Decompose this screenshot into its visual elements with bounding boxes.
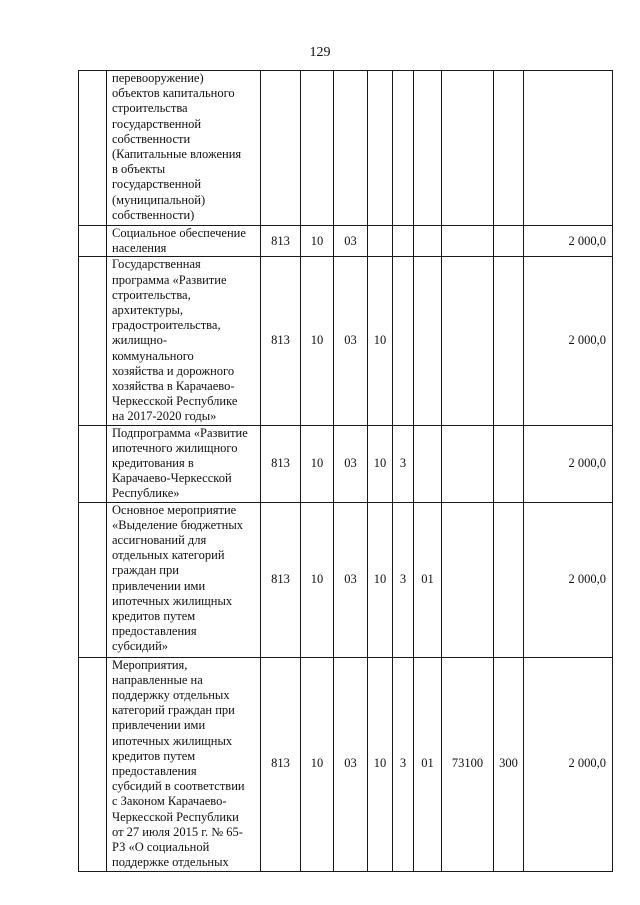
program-code-cell <box>368 226 393 257</box>
item-name-line: программа «Развитие <box>112 272 227 287</box>
subsection-code-cell: 03 <box>334 257 368 425</box>
section-code-cell <box>301 71 334 226</box>
subprogram-code-cell <box>393 257 414 425</box>
event-code-cell <box>414 226 442 257</box>
subprogram-code-cell: 3 <box>393 425 414 502</box>
item-name-line: хозяйства в Карачаево- <box>112 379 235 394</box>
item-name-line: ипотечного жилищного <box>112 440 238 455</box>
item-name-line: поддержку отдельных <box>112 688 230 703</box>
subsection-code-cell: 03 <box>334 226 368 257</box>
ministry-code-cell <box>261 71 301 226</box>
item-name-line: «Выделение бюджетных <box>112 517 243 532</box>
item-name-line: с Законом Карачаево- <box>112 794 227 809</box>
item-name-line: строительства, <box>112 287 191 302</box>
amount-cell: 2 000,0 <box>524 502 613 657</box>
program-code-cell: 10 <box>368 657 393 871</box>
item-name-cell <box>107 226 261 257</box>
subprogram-code-cell: 3 <box>393 502 414 657</box>
expense-type-code-cell <box>494 502 524 657</box>
item-name-line: объектов капитального <box>112 86 235 101</box>
item-name-line: государственной <box>112 177 202 192</box>
item-name-line: кредитов путем <box>112 609 196 624</box>
item-name-cell <box>107 257 261 425</box>
item-name-line: собственности <box>112 131 191 146</box>
item-name-line: граждан при <box>112 563 179 578</box>
ministry-code-cell: 813 <box>261 257 301 425</box>
item-name-line: Республике» <box>112 486 180 501</box>
budget-table <box>78 70 613 872</box>
section-code-cell: 10 <box>301 657 334 871</box>
table-row <box>79 71 613 226</box>
table-row <box>79 425 613 502</box>
item-name-line: от 27 июля 2015 г. № 65- <box>112 824 243 839</box>
event-code-cell: 01 <box>414 502 442 657</box>
event-code-cell <box>414 71 442 226</box>
target-item-code-cell <box>442 502 494 657</box>
row-number-cell <box>79 257 107 425</box>
item-name-line: привлечении ими <box>112 578 206 593</box>
amount-cell: 2 000,0 <box>524 226 613 257</box>
event-code-cell <box>414 425 442 502</box>
section-code-cell: 10 <box>301 425 334 502</box>
ministry-code-cell: 813 <box>261 502 301 657</box>
subprogram-code-cell <box>393 71 414 226</box>
item-name-line: поддержке отдельных <box>112 855 229 870</box>
item-name-cell <box>107 425 261 502</box>
item-name-line: перевооружение) <box>112 71 204 85</box>
item-name-line: привлечении ими <box>112 718 206 733</box>
amount-cell: 2 000,0 <box>524 425 613 502</box>
item-name-line: кредитов путем <box>112 748 196 763</box>
event-code-cell <box>414 257 442 425</box>
item-name-line: хозяйства и дорожного <box>112 363 235 378</box>
amount-cell <box>524 71 613 226</box>
subsection-code-cell <box>334 71 368 226</box>
item-name-line: Подпрограмма «Развитие <box>112 425 248 440</box>
item-name-line: субсидий» <box>112 639 169 654</box>
expense-type-code-cell <box>494 71 524 226</box>
item-name-line: на 2017-2020 годы» <box>112 409 217 424</box>
expense-type-code-cell <box>494 226 524 257</box>
target-item-code-cell <box>442 71 494 226</box>
section-code-cell: 10 <box>301 257 334 425</box>
table-body <box>79 71 613 872</box>
subprogram-code-cell <box>393 226 414 257</box>
item-name-line: отдельных категорий <box>112 548 225 563</box>
expense-type-code-cell <box>494 425 524 502</box>
row-number-cell <box>79 502 107 657</box>
program-code-cell: 10 <box>368 502 393 657</box>
item-name-line: Карачаево-Черкесской <box>112 471 232 486</box>
item-name-line: предоставления <box>112 624 197 639</box>
item-name-cell <box>107 502 261 657</box>
expense-type-code-cell: 300 <box>494 657 524 871</box>
item-name-line: ипотечных жилищных <box>112 593 233 608</box>
table-row <box>79 502 613 657</box>
item-name-line: направленные на <box>112 672 203 687</box>
ministry-code-cell: 813 <box>261 425 301 502</box>
page-number: 129 <box>309 45 331 60</box>
item-name-line: населения <box>112 241 167 256</box>
section-code-cell: 10 <box>301 226 334 257</box>
target-item-code-cell: 73100 <box>442 657 494 871</box>
expense-type-code-cell <box>494 257 524 425</box>
item-name-line: государственной <box>112 116 202 131</box>
program-code-cell <box>368 71 393 226</box>
subsection-code-cell: 03 <box>334 425 368 502</box>
item-name-line: кредитования в <box>112 456 194 471</box>
item-name-line: архитектуры, <box>112 303 183 318</box>
item-name-line: жилищно- <box>112 333 167 348</box>
row-number-cell <box>79 425 107 502</box>
row-number-cell <box>79 71 107 226</box>
row-number-cell <box>79 226 107 257</box>
ministry-code-cell: 813 <box>261 226 301 257</box>
row-number-cell <box>79 657 107 871</box>
table-row <box>79 226 613 257</box>
subsection-code-cell: 03 <box>334 657 368 871</box>
target-item-code-cell <box>442 226 494 257</box>
item-name-line: РЗ «О социальной <box>112 840 210 855</box>
target-item-code-cell <box>442 257 494 425</box>
item-name-line: Мероприятия, <box>112 657 188 672</box>
item-name-line: субсидий в соответствии <box>112 779 245 794</box>
item-name-line: в объекты <box>112 162 166 177</box>
amount-cell: 2 000,0 <box>524 257 613 425</box>
item-name-line: (муниципальной) <box>112 192 206 207</box>
subsection-code-cell: 03 <box>334 502 368 657</box>
item-name-line: (Капитальные вложения <box>112 147 242 162</box>
item-name-line: категорий граждан при <box>112 703 235 718</box>
item-name-line: строительства <box>112 101 188 116</box>
subprogram-code-cell: 3 <box>393 657 414 871</box>
item-name-line: коммунального <box>112 348 194 363</box>
section-code-cell: 10 <box>301 502 334 657</box>
item-name-line: ипотечных жилищных <box>112 733 233 748</box>
item-name-cell <box>107 71 261 226</box>
program-code-cell: 10 <box>368 257 393 425</box>
item-name-line: предоставления <box>112 764 197 779</box>
amount-cell: 2 000,0 <box>524 657 613 871</box>
item-name-line: Черкесской Республике <box>112 394 238 409</box>
item-name-line: Черкесской Республики <box>112 809 239 824</box>
program-code-cell: 10 <box>368 425 393 502</box>
item-name-line: Социальное обеспечение <box>112 226 246 240</box>
item-name-line: Государственная <box>112 257 201 272</box>
ministry-code-cell: 813 <box>261 657 301 871</box>
event-code-cell: 01 <box>414 657 442 871</box>
item-name-line: градостроительства, <box>112 318 221 333</box>
table-row <box>79 657 613 871</box>
item-name-line: ассигнований для <box>112 533 207 548</box>
item-name-cell <box>107 657 261 871</box>
item-name-line: Основное мероприятие <box>112 502 237 517</box>
table-row <box>79 257 613 425</box>
item-name-line: собственности) <box>112 207 195 222</box>
target-item-code-cell <box>442 425 494 502</box>
